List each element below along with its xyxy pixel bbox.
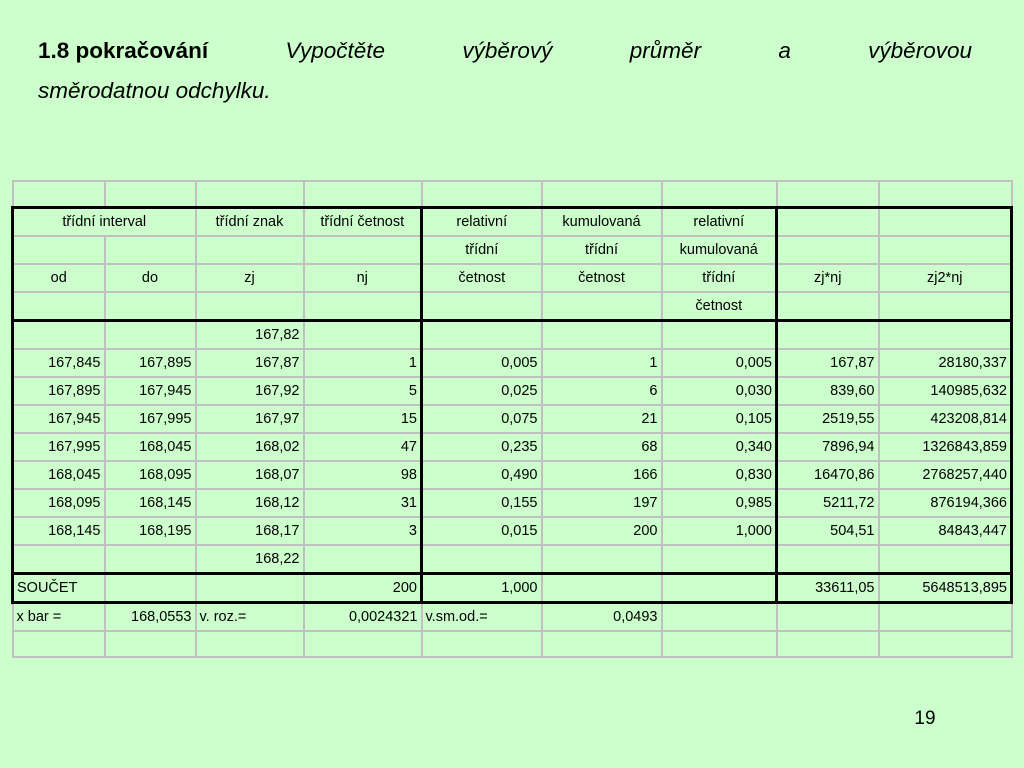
cell[interactable] xyxy=(105,236,196,264)
od-cell[interactable]: 167,995 xyxy=(13,433,105,461)
cell[interactable] xyxy=(13,631,105,657)
header-cell[interactable]: třídní xyxy=(662,264,777,292)
rel-cell[interactable]: 0,490 xyxy=(422,461,542,489)
cell[interactable] xyxy=(542,545,662,574)
cell[interactable] xyxy=(105,181,196,207)
zjnj-cell[interactable]: 16470,86 xyxy=(777,461,879,489)
cell[interactable] xyxy=(879,602,1012,631)
nj-cell[interactable]: 15 xyxy=(304,405,422,433)
sum-zjnj[interactable]: 33611,05 xyxy=(777,573,879,602)
cell[interactable] xyxy=(662,545,777,574)
do-cell[interactable]: 168,095 xyxy=(105,461,196,489)
empty-row xyxy=(13,631,1012,657)
cell[interactable] xyxy=(105,545,196,574)
cell[interactable] xyxy=(662,320,777,349)
table-row xyxy=(13,489,1012,517)
zj-cell[interactable]: 167,82 xyxy=(196,320,304,349)
zj-cell[interactable]: 168,22 xyxy=(196,545,304,574)
zjnj-cell[interactable]: 839,60 xyxy=(777,377,879,405)
cell[interactable] xyxy=(13,181,105,207)
rel-cell[interactable]: 0,075 xyxy=(422,405,542,433)
relcum-cell[interactable]: 0,005 xyxy=(662,349,777,377)
relcum-cell[interactable]: 0,985 xyxy=(662,489,777,517)
header-cell[interactable]: četnost xyxy=(542,264,662,292)
header-cell[interactable]: třídní xyxy=(542,236,662,264)
cell[interactable] xyxy=(196,292,304,321)
cum-cell[interactable]: 6 xyxy=(542,377,662,405)
cell[interactable] xyxy=(879,292,1012,321)
cell[interactable] xyxy=(304,181,422,207)
cum-cell[interactable]: 197 xyxy=(542,489,662,517)
do-cell[interactable]: 168,145 xyxy=(105,489,196,517)
header-cell[interactable]: relativní xyxy=(422,207,542,236)
zj-cell[interactable]: 168,12 xyxy=(196,489,304,517)
title-line-1 xyxy=(38,38,972,68)
title-line-2: směrodatnou odchylku. xyxy=(38,78,271,103)
cell[interactable] xyxy=(13,292,105,321)
zjnj-cell[interactable]: 504,51 xyxy=(777,517,879,545)
header-cell[interactable]: od xyxy=(13,264,105,292)
sd-value[interactable]: 0,0493 xyxy=(542,602,662,631)
header-cell[interactable]: třídní znak xyxy=(196,207,304,236)
cum-cell[interactable]: 68 xyxy=(542,433,662,461)
cell[interactable] xyxy=(422,320,542,349)
zj2nj-cell[interactable]: 423208,814 xyxy=(879,405,1012,433)
zjnj-cell[interactable]: 7896,94 xyxy=(777,433,879,461)
do-cell[interactable]: 168,045 xyxy=(105,433,196,461)
rel-cell[interactable]: 0,235 xyxy=(422,433,542,461)
slide-title xyxy=(38,38,972,104)
rel-cell[interactable]: 0,015 xyxy=(422,517,542,545)
sum-nj[interactable]: 200 xyxy=(304,573,422,602)
cell[interactable] xyxy=(196,236,304,264)
cell[interactable] xyxy=(196,181,304,207)
variance-label[interactable]: v. roz.= xyxy=(196,602,304,631)
cell[interactable] xyxy=(879,631,1012,657)
rel-cell[interactable]: 0,155 xyxy=(422,489,542,517)
nj-cell[interactable]: 31 xyxy=(304,489,422,517)
cell[interactable] xyxy=(422,292,542,321)
cell[interactable] xyxy=(13,236,105,264)
cell[interactable] xyxy=(304,631,422,657)
title-word: výběrový xyxy=(462,38,553,63)
cell[interactable] xyxy=(879,181,1012,207)
variance-value[interactable]: 0,0024321 xyxy=(304,602,422,631)
cell[interactable] xyxy=(777,545,879,574)
header-cell[interactable]: zj xyxy=(196,264,304,292)
zjnj-cell[interactable]: 167,87 xyxy=(777,349,879,377)
rel-cell[interactable]: 0,005 xyxy=(422,349,542,377)
sum-zj2nj[interactable]: 5648513,895 xyxy=(879,573,1012,602)
cell[interactable] xyxy=(196,573,304,602)
header-cell[interactable]: třídní interval xyxy=(13,207,196,236)
do-cell[interactable]: 168,195 xyxy=(105,517,196,545)
zj-cell[interactable]: 167,87 xyxy=(196,349,304,377)
header-cell[interactable]: četnost xyxy=(422,264,542,292)
rel-cell[interactable]: 0,025 xyxy=(422,377,542,405)
table-row xyxy=(13,377,1012,405)
zj-cell[interactable]: 168,17 xyxy=(196,517,304,545)
od-cell[interactable]: 167,945 xyxy=(13,405,105,433)
zj2nj-cell[interactable]: 876194,366 xyxy=(879,489,1012,517)
cell[interactable] xyxy=(422,181,542,207)
cell[interactable] xyxy=(662,181,777,207)
table-row xyxy=(13,517,1012,545)
header-cell[interactable]: četnost xyxy=(662,292,777,321)
header-row xyxy=(13,292,1012,321)
page-number: 19 xyxy=(914,708,936,729)
zj-cell[interactable]: 168,02 xyxy=(196,433,304,461)
cell[interactable] xyxy=(422,631,542,657)
od-cell[interactable]: 167,895 xyxy=(13,377,105,405)
cell[interactable] xyxy=(542,320,662,349)
header-cell[interactable]: zj2*nj xyxy=(879,264,1012,292)
do-cell[interactable]: 167,995 xyxy=(105,405,196,433)
sd-label[interactable]: v.sm.od.= xyxy=(422,602,542,631)
header-row xyxy=(13,207,1012,236)
zj-cell[interactable]: 167,97 xyxy=(196,405,304,433)
cell[interactable] xyxy=(542,631,662,657)
spreadsheet-table xyxy=(11,180,1013,658)
cell[interactable] xyxy=(13,545,105,574)
stats-row xyxy=(13,602,1012,631)
relcum-cell[interactable]: 0,030 xyxy=(662,377,777,405)
do-cell[interactable]: 167,945 xyxy=(105,377,196,405)
zj2nj-cell[interactable]: 2768257,440 xyxy=(879,461,1012,489)
sum-label[interactable]: SOUČET xyxy=(13,573,105,602)
od-cell[interactable]: 168,095 xyxy=(13,489,105,517)
header-row xyxy=(13,264,1012,292)
table-row xyxy=(13,545,1012,574)
do-cell[interactable]: 167,895 xyxy=(105,349,196,377)
cell[interactable] xyxy=(777,292,879,321)
table-row xyxy=(13,461,1012,489)
relcum-cell[interactable]: 1,000 xyxy=(662,517,777,545)
sum-row xyxy=(13,573,1012,602)
cell[interactable] xyxy=(196,631,304,657)
table-row xyxy=(13,320,1012,349)
cell[interactable] xyxy=(304,545,422,574)
header-cell[interactable]: relativní xyxy=(662,207,777,236)
cell[interactable] xyxy=(777,320,879,349)
zjnj-cell[interactable]: 2519,55 xyxy=(777,405,879,433)
cum-cell[interactable]: 200 xyxy=(542,517,662,545)
cell[interactable] xyxy=(105,573,196,602)
header-cell[interactable]: do xyxy=(105,264,196,292)
cell[interactable] xyxy=(662,602,777,631)
cell[interactable] xyxy=(105,292,196,321)
cell[interactable] xyxy=(879,207,1012,236)
cell[interactable] xyxy=(13,320,105,349)
nj-cell[interactable]: 1 xyxy=(304,349,422,377)
od-cell[interactable]: 168,145 xyxy=(13,517,105,545)
header-cell[interactable]: nj xyxy=(304,264,422,292)
cell[interactable] xyxy=(542,292,662,321)
od-cell[interactable]: 167,845 xyxy=(13,349,105,377)
relcum-cell[interactable]: 0,340 xyxy=(662,433,777,461)
cell[interactable] xyxy=(879,545,1012,574)
cell[interactable] xyxy=(777,207,879,236)
relcum-cell[interactable]: 0,830 xyxy=(662,461,777,489)
cell[interactable] xyxy=(777,181,879,207)
nj-cell[interactable]: 5 xyxy=(304,377,422,405)
zj2nj-cell[interactable]: 28180,337 xyxy=(879,349,1012,377)
cell[interactable] xyxy=(879,236,1012,264)
title-word: výběrovou xyxy=(868,38,972,63)
title-word: Vypočtěte xyxy=(285,38,386,63)
header-cell[interactable]: třídní četnost xyxy=(304,207,422,236)
empty-row xyxy=(13,181,1012,207)
header-cell[interactable]: kumulovaná xyxy=(662,236,777,264)
cell[interactable] xyxy=(304,292,422,321)
header-row xyxy=(13,236,1012,264)
zj2nj-cell[interactable]: 84843,447 xyxy=(879,517,1012,545)
header-cell[interactable]: třídní xyxy=(422,236,542,264)
xbar-label[interactable]: x bar = xyxy=(13,602,105,631)
table-row xyxy=(13,405,1012,433)
relcum-cell[interactable]: 0,105 xyxy=(662,405,777,433)
zj-cell[interactable]: 168,07 xyxy=(196,461,304,489)
header-cell[interactable]: zj*nj xyxy=(777,264,879,292)
od-cell[interactable]: 168,045 xyxy=(13,461,105,489)
cell[interactable] xyxy=(662,573,777,602)
zj2nj-cell[interactable]: 1326843,859 xyxy=(879,433,1012,461)
nj-cell[interactable]: 3 xyxy=(304,517,422,545)
cell[interactable] xyxy=(304,236,422,264)
header-cell[interactable]: kumulovaná xyxy=(542,207,662,236)
zj-cell[interactable]: 167,92 xyxy=(196,377,304,405)
title-word: a xyxy=(778,38,791,63)
cum-cell[interactable]: 166 xyxy=(542,461,662,489)
cell[interactable] xyxy=(105,631,196,657)
zjnj-cell[interactable]: 5211,72 xyxy=(777,489,879,517)
table-row xyxy=(13,349,1012,377)
zj2nj-cell[interactable]: 140985,632 xyxy=(879,377,1012,405)
cell[interactable] xyxy=(105,320,196,349)
cell[interactable] xyxy=(777,602,879,631)
sum-rel[interactable]: 1,000 xyxy=(422,573,542,602)
xbar-value[interactable]: 168,0553 xyxy=(105,602,196,631)
cum-cell[interactable]: 1 xyxy=(542,349,662,377)
cell[interactable] xyxy=(542,573,662,602)
cell[interactable] xyxy=(777,631,879,657)
cell[interactable] xyxy=(662,631,777,657)
cell[interactable] xyxy=(542,181,662,207)
cell[interactable] xyxy=(879,320,1012,349)
cell[interactable] xyxy=(777,236,879,264)
cum-cell[interactable]: 21 xyxy=(542,405,662,433)
table-row xyxy=(13,433,1012,461)
cell[interactable] xyxy=(304,320,422,349)
nj-cell[interactable]: 98 xyxy=(304,461,422,489)
cell[interactable] xyxy=(422,545,542,574)
title-word: průměr xyxy=(629,38,702,63)
nj-cell[interactable]: 47 xyxy=(304,433,422,461)
title-bold: 1.8 pokračování xyxy=(38,38,209,63)
